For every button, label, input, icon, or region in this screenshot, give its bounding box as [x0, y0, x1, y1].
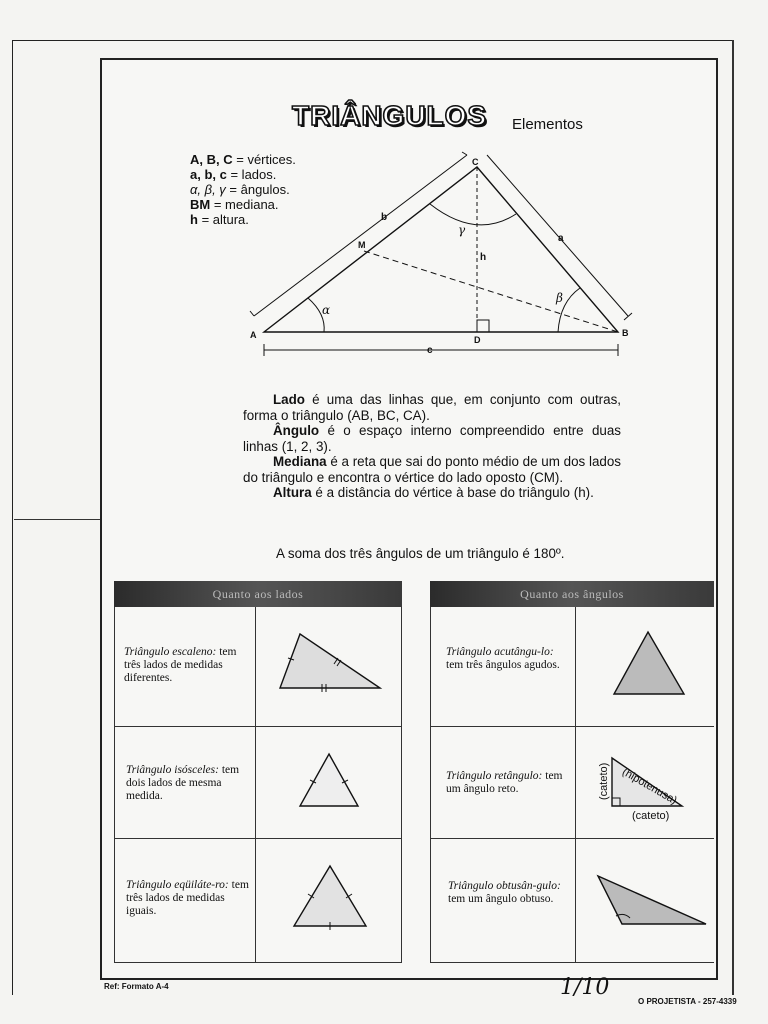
hypotenuse-label: (hipotenusa) [620, 766, 679, 807]
scalene-triangle-figure [272, 628, 388, 694]
legend-item: BM = mediana. [190, 197, 279, 212]
median-line [364, 251, 618, 332]
row-equilatero-text: Triângulo eqüiláte-ro: tem três lados de medidas iguais. [126, 879, 249, 917]
page-number: 1/10 [560, 975, 610, 1000]
gamma-label: γ [458, 223, 466, 237]
footer-ref: Ref: Formato A-4 [104, 982, 169, 991]
row-isosceles-text: Triângulo isósceles: tem dois lados de mesma medida. [126, 764, 240, 802]
acute-triangle-figure [610, 628, 690, 698]
right-rule [732, 40, 734, 995]
vertex-a-label: A [250, 330, 257, 340]
vertex-c-label: C [472, 157, 479, 167]
row-retangulo-text: Triângulo retângulo: tem um ângulo reto. [446, 770, 563, 795]
point-m-label: M [358, 240, 366, 250]
side-b-label: b [381, 212, 388, 223]
legend-item: a, b, c = lados. [190, 167, 277, 182]
beta-label: β [556, 291, 563, 305]
legend-item: h = altura. [190, 212, 249, 227]
row-obtusangulo-text: Triângulo obtusân-gulo: tem um ângulo obtuso. [448, 880, 561, 905]
alpha-label: α [322, 303, 331, 317]
height-label: h [480, 252, 487, 263]
section-subtitle: Elementos [512, 116, 583, 133]
definition-lado: Lado é uma das linhas que, em conjunto com outras, forma o triângulo (AB, BC, CA). [243, 392, 621, 423]
legend-item: A, B, C = vértices. [190, 152, 296, 167]
side-c-label: c [427, 345, 433, 356]
triangle-diagram [240, 150, 640, 365]
side-rule [14, 519, 100, 520]
leg-label-horizontal: (cateto) [632, 810, 670, 822]
side-a-label: a [558, 233, 564, 244]
page-title [292, 100, 487, 132]
equilateral-triangle-figure [290, 862, 370, 932]
footer-publisher: O PROJETISTA - 257-4339 [638, 997, 737, 1006]
angles-table-header: Quanto aos ângulos [430, 581, 714, 607]
definitions-text [243, 392, 621, 501]
point-d-label: D [474, 335, 481, 345]
angle-sum-note: A soma dos três ângulos de um triângulo é 180º. [276, 546, 565, 561]
row-escaleno-text: Triângulo escaleno: tem três lados de medidas diferentes. [124, 646, 237, 684]
row-acutangulo-text: Triângulo acutângu-lo: tem três ângulos agudos. [446, 646, 560, 671]
obtuse-triangle-figure [594, 872, 710, 928]
isosceles-triangle-figure [296, 750, 362, 810]
leg-label-vertical: (cateto) [598, 762, 610, 800]
sides-table-header: Quanto aos lados [114, 581, 402, 607]
legend-item: α, β, γ = ângulos. [190, 182, 290, 197]
vertex-b-label: B [622, 328, 629, 338]
definition-altura: Altura é a distância do vértice à base do triângulo (h). [273, 485, 594, 500]
definition-mediana: Mediana é a reta que sai do ponto médio de um dos lados do triângulo e encontra o vértice do lado oposto (CM). [243, 454, 621, 485]
title-text: TRIÂNGULOS [292, 100, 488, 131]
definition-angulo: Ângulo é o espaço interno compreendido entre duas linhas (1, 2, 3). [243, 423, 621, 454]
